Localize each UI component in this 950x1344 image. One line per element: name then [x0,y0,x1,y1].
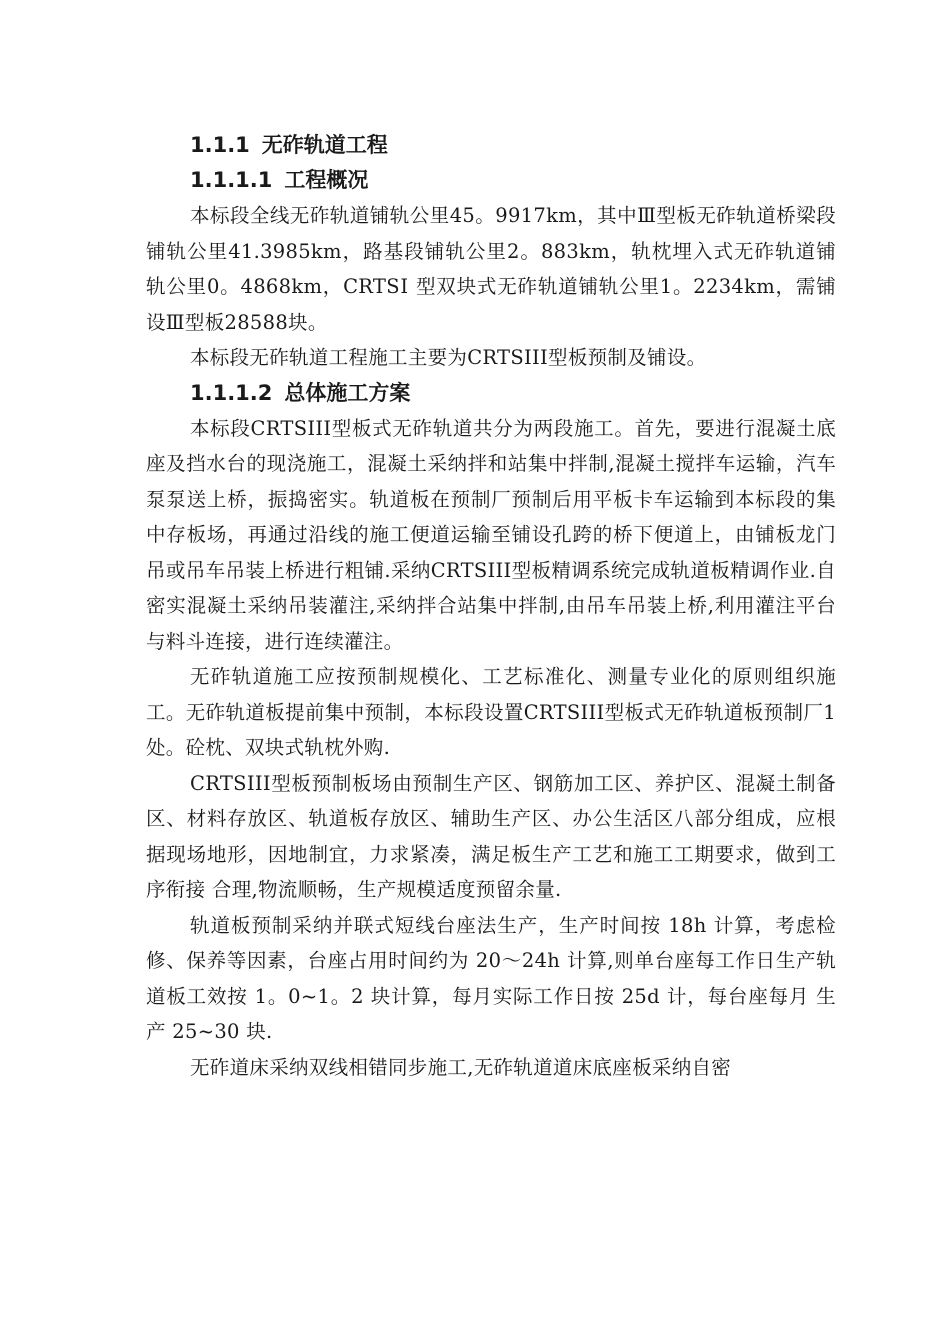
paragraph-overview: 本标段全线无砟轨道铺轨公里45。9917km，其中Ⅲ型板无砟轨道桥梁段铺轨公里41.3985km，路基段铺轨公里2。883km，轨枕埋入式无砟轨道铺轨公里0。4868km，CRTSⅠ 型双块式无砟轨道铺轨公里1。2234km，需铺设Ⅲ型板28588块。 [146,204,836,334]
subsection-heading-overview [146,163,836,198]
document-body [146,128,836,1085]
section-title: 无砟轨道工程 [261,133,388,157]
paragraph-track-bed: 无砟道床采纳双线相错同步施工,无砟轨道道床底座板采纳自密 [190,1055,732,1079]
paragraph-production: 轨道板预制采纳并联式短线台座法生产，生产时间按 18h 计算，考虑检 修、保养等因素，台座占用时间约为 20～24h 计算,则单台座每工作日生产轨道板工效按 1。0~1。2 块计算，每月实际工作日按 25d 计，每台座每月 生产 25~30 块. [146,913,836,1043]
subsection-number: 1.1.1.2 [190,380,273,405]
subsection-title: 工程概况 [284,168,369,192]
subsection-heading-plan [146,376,836,411]
paragraph-construction-plan: 本标段CRTSIII型板式无砟轨道共分为两段施工。首先，要进行混凝土底座及挡水台的现浇施工，混凝土采纳拌和站集中拌制,混凝土搅拌车运输，汽车泵泵送上桥，振捣密实。轨道板在预制厂预制后用平板卡车运输到本标段的集中存板场，再通过沿线的施工便道运输至铺设孔跨的桥下便道上，由铺板龙门吊或吊车吊装上桥进行粗铺.采纳CRTSIII型板精调系统完成轨道板精调作业.自密实混凝土采纳吊装灌注,采纳拌合站集中拌制,由吊车吊装上桥,利用灌注平台与料斗连接，进行连续灌注。 [146,416,836,653]
subsection-number: 1.1.1.1 [190,168,273,192]
section-heading [146,128,836,163]
subsection-title: 总体施工方案 [284,380,411,405]
paragraph-precast-yard: CRTSIII型板预制板场由预制生产区、钢筋加工区、养护区、混凝土制备区、材料存放区、轨道板存放区、辅助生产区、办公生活区八部分组成，应根据现场地形，因地制宜，力求紧凑，满足板生产工艺和施工工期要求，做到工序衔接 合理,物流顺畅，生产规模适度预留余量. [146,771,836,901]
paragraph-principles: 无砟轨道施工应按预制规模化、工艺标准化、测量专业化的原则组织施工。无砟轨道板提前集中预制，本标段设置CRTSIII型板式无砟轨道板预制厂1处。砼枕、双块式轨枕外购. [146,665,836,759]
paragraph-scope: 本标段无砟轨道工程施工主要为CRTSIII型板预制及铺设。 [190,346,707,369]
section-number: 1.1.1 [190,133,250,157]
